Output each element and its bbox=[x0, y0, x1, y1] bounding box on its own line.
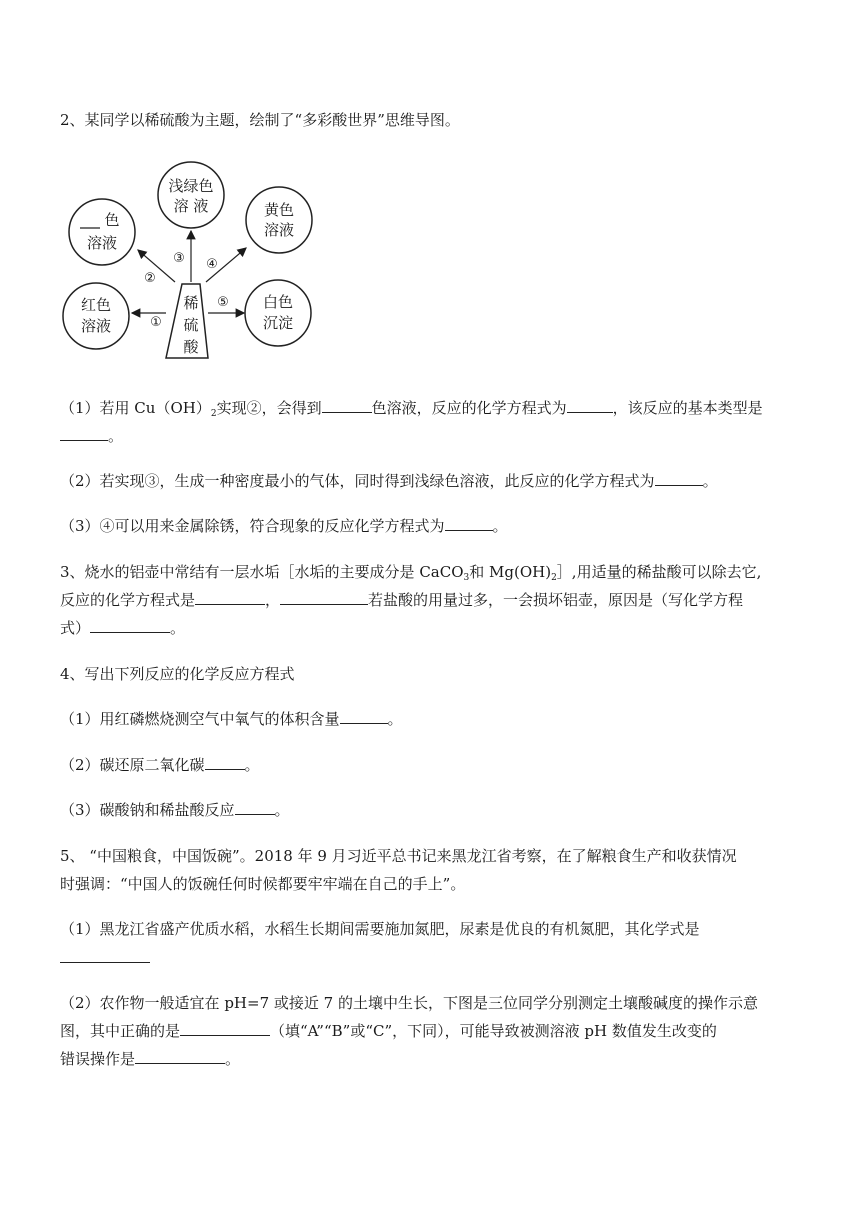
q4-stem: 4、写出下列反应的化学反应方程式 bbox=[60, 665, 295, 683]
q2-p1-blank-equation[interactable] bbox=[567, 398, 613, 413]
q3-line3: 式） 。 bbox=[60, 619, 186, 637]
q2-part3: （3）④可以用来金属除锈，符合现象的反应化学方程式为 。 bbox=[60, 517, 508, 535]
sulfuric-acid-mind-map bbox=[60, 158, 330, 368]
node-top-right-line2: 溶液 bbox=[263, 221, 295, 239]
node-top-line1: 浅绿色 bbox=[168, 177, 214, 195]
q2-p3-blank[interactable] bbox=[445, 516, 493, 531]
q5-part2-line3: 错误操作是 。 bbox=[60, 1050, 241, 1068]
node-top-line2: 溶 液 bbox=[173, 197, 209, 215]
q3-blank-3[interactable] bbox=[90, 618, 170, 633]
node-top bbox=[158, 162, 224, 228]
q5-part2-line2: 图，其中正确的是 （填“A”“B”或“C”，下同），可能导致被测溶液 pH 数值发生改变的 bbox=[60, 1022, 717, 1040]
q5-part2-line1: （2）农作物一般适宜在 pH=7 或接近 7 的土壤中生长，下图是三位同学分别测定土壤酸碱度的操作示意 bbox=[60, 994, 758, 1012]
q4-p1-blank[interactable] bbox=[340, 709, 388, 724]
q2-stem: 2、某同学以稀硫酸为主题，绘制了“多彩酸世界”思维导图。 bbox=[60, 111, 460, 129]
node-right-line2: 沉淀 bbox=[262, 314, 294, 332]
q5-p1-blank[interactable] bbox=[60, 962, 150, 963]
label-4: ④ bbox=[206, 257, 218, 272]
center-char-3: 酸 bbox=[183, 338, 199, 356]
label-5: ⑤ bbox=[217, 295, 229, 310]
node-right bbox=[245, 280, 311, 346]
node-left bbox=[63, 283, 129, 349]
q5-p2-blank-correct[interactable] bbox=[180, 1021, 270, 1036]
q4-p2-blank[interactable] bbox=[205, 755, 245, 770]
q3-blank-2[interactable] bbox=[280, 590, 368, 605]
q2-p1-blank-type[interactable] bbox=[60, 426, 108, 441]
q4-p3-blank[interactable] bbox=[235, 800, 275, 815]
q2-part2: （2）若实现③，生成一种密度最小的气体，同时得到浅绿色溶液，此反应的化学方程式为 。 bbox=[60, 472, 718, 490]
node-top-left bbox=[69, 199, 135, 265]
label-3: ③ bbox=[173, 251, 185, 266]
q5-line2: 时强调：“中国人的饭碗任何时候都要牢牢端在自己的手上”。 bbox=[60, 875, 466, 893]
q4-part3: （3）碳酸钠和稀盐酸反应 。 bbox=[60, 801, 290, 819]
center-char-1: 稀 bbox=[183, 294, 199, 312]
q5-line1: 5、 “中国粮食，中国饭碗”。2018 年 9 月习近平总书记来黑龙江省考察，在了解粮食生产和收获情况 bbox=[60, 847, 737, 865]
node-top-right bbox=[246, 187, 312, 253]
q2-p1-blank-color[interactable] bbox=[322, 398, 372, 413]
q3-line2: 反应的化学方程式是 ， 若盐酸的用量过多，一会损坏铝壶，原因是（写化学方程 bbox=[60, 591, 744, 609]
label-1: ① bbox=[150, 315, 162, 330]
q3-blank-1[interactable] bbox=[195, 590, 265, 605]
q3-line1: 3、烧水的铝壶中常结有一层水垢［水垢的主要成分是 CaCO$_3$和 $Mg(OH)_2]$,用适量的稀盐酸可以除去它, bbox=[60, 563, 762, 583]
node-left-line2: 溶液 bbox=[80, 317, 112, 335]
center-char-2: 硫 bbox=[183, 316, 199, 334]
q2-p2-blank[interactable] bbox=[655, 471, 703, 486]
node-left-line1: 红色 bbox=[80, 296, 112, 314]
node-top-right-line1: 黄色 bbox=[263, 201, 295, 219]
node-top-left-line2: 溶液 bbox=[86, 234, 118, 252]
label-2: ② bbox=[144, 271, 156, 286]
q2-part1-line2: 。 bbox=[60, 426, 123, 446]
node-top-left-line1: 色 bbox=[104, 211, 120, 229]
q4-part2: （2）碳还原二氧化碳 。 bbox=[60, 756, 260, 774]
q2-part1-line1: （1）若用 $Cu(OH)_2$实现②，会得到 色溶液，反应的化学方程式为 ，该反应的基本类型是 bbox=[60, 399, 763, 419]
node-right-line1: 白色 bbox=[262, 293, 294, 311]
q4-part1: （1）用红磷燃烧测空气中氧气的体积含量 。 bbox=[60, 710, 403, 728]
q5-p2-blank-wrong[interactable] bbox=[135, 1049, 225, 1064]
q5-part1: （1）黑龙江省盛产优质水稻，水稻生长期间需要施加氮肥，尿素是优良的有机氮肥，其化学式是 bbox=[60, 920, 700, 938]
